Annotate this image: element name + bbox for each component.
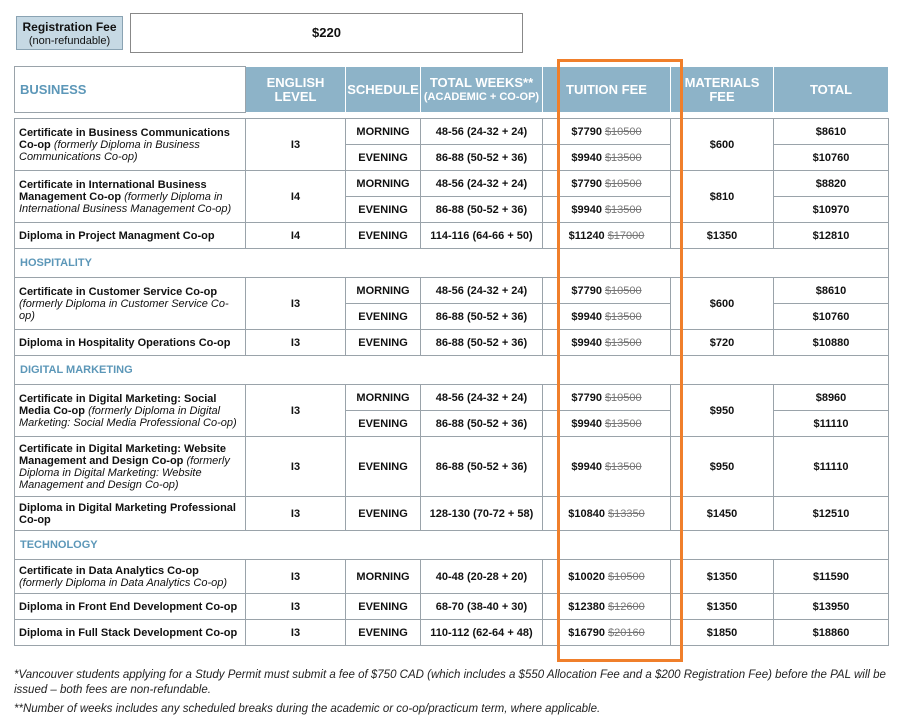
- header-english-level: ENGLISH LEVEL: [246, 67, 346, 113]
- fees-table: [14, 66, 889, 646]
- schedule: EVENING: [346, 411, 421, 437]
- tuition-fee: $12380 $12600: [543, 594, 671, 620]
- tuition-fee: $9940 $13500: [543, 145, 671, 171]
- weeks: 110-112 (62-64 + 48): [421, 620, 543, 646]
- tuition-fee: $11240 $17000: [543, 223, 671, 249]
- weeks: 86-88 (50-52 + 36): [421, 411, 543, 437]
- table-row: [15, 119, 889, 145]
- total: $8960: [774, 385, 889, 411]
- program-cell: Diploma in Full Stack Development Co-op: [15, 620, 246, 646]
- program-cell: Diploma in Front End Development Co-op: [15, 594, 246, 620]
- schedule: EVENING: [346, 437, 421, 497]
- english-level: I3: [246, 560, 346, 594]
- total: $13950: [774, 594, 889, 620]
- total: $8610: [774, 278, 889, 304]
- table-row: [15, 330, 889, 356]
- registration-fee-value: $220: [130, 13, 523, 53]
- schedule: EVENING: [346, 620, 421, 646]
- weeks: 128-130 (70-72 + 58): [421, 497, 543, 531]
- section-row: [15, 249, 889, 278]
- tuition-fee: $9940 $13500: [543, 330, 671, 356]
- materials-fee: $810: [671, 171, 774, 223]
- table-row: [15, 437, 889, 497]
- section-row: [15, 531, 889, 560]
- program-cell: Certificate in International Business Management Co-op (formerly Diploma in International Business Management Co-op): [15, 171, 246, 223]
- registration-fee-label: Registration Fee (non-refundable): [16, 16, 123, 50]
- tuition-fee: $10840 $13350: [543, 497, 671, 531]
- header-materials-fee: MATERIALS FEE: [671, 67, 774, 113]
- table-row: [15, 620, 889, 646]
- materials-fee: $600: [671, 278, 774, 330]
- total: $11110: [774, 437, 889, 497]
- total: $8610: [774, 119, 889, 145]
- schedule: EVENING: [346, 594, 421, 620]
- weeks: 48-56 (24-32 + 24): [421, 119, 543, 145]
- schedule: MORNING: [346, 278, 421, 304]
- footnote-2: **Number of weeks includes any scheduled breaks during the academic or co-op/practicum term, where applicable.: [14, 703, 601, 715]
- tuition-fee: $9940 $13500: [543, 304, 671, 330]
- program-cell: Certificate in Business Communications Co-op (formerly Diploma in Business Communications Co-op): [15, 119, 246, 171]
- program-cell: Certificate in Data Analytics Co-op (formerly Diploma in Data Analytics Co-op): [15, 560, 246, 594]
- program-cell: Diploma in Hospitality Operations Co-op: [15, 330, 246, 356]
- schedule: EVENING: [346, 197, 421, 223]
- english-level: I3: [246, 594, 346, 620]
- tuition-fee: $7790 $10500: [543, 171, 671, 197]
- english-level: I3: [246, 620, 346, 646]
- section-business: BUSINESS: [15, 67, 246, 113]
- materials-fee: $1350: [671, 223, 774, 249]
- total: $11590: [774, 560, 889, 594]
- english-level: I3: [246, 278, 346, 330]
- tuition-fee: $7790 $10500: [543, 119, 671, 145]
- schedule: MORNING: [346, 560, 421, 594]
- table-row: [15, 594, 889, 620]
- schedule: MORNING: [346, 171, 421, 197]
- section-row: [15, 356, 889, 385]
- header-total: TOTAL: [774, 67, 889, 113]
- english-level: I3: [246, 330, 346, 356]
- tuition-fee: $9940 $13500: [543, 411, 671, 437]
- header-schedule: SCHEDULE: [346, 67, 421, 113]
- total: $10970: [774, 197, 889, 223]
- table-row: [15, 497, 889, 531]
- section-hospitality: HOSPITALITY: [15, 249, 246, 278]
- total: $8820: [774, 171, 889, 197]
- english-level: I4: [246, 171, 346, 223]
- materials-fee: $1450: [671, 497, 774, 531]
- english-level: I4: [246, 223, 346, 249]
- weeks: 114-116 (64-66 + 50): [421, 223, 543, 249]
- total: $10760: [774, 304, 889, 330]
- schedule: EVENING: [346, 497, 421, 531]
- tuition-fee: $9940 $13500: [543, 437, 671, 497]
- total: $11110: [774, 411, 889, 437]
- materials-fee: $1850: [671, 620, 774, 646]
- section-technology: TECHNOLOGY: [15, 531, 246, 560]
- total: $10880: [774, 330, 889, 356]
- weeks: 86-88 (50-52 + 36): [421, 330, 543, 356]
- schedule: EVENING: [346, 304, 421, 330]
- schedule: EVENING: [346, 330, 421, 356]
- weeks: 86-88 (50-52 + 36): [421, 437, 543, 497]
- weeks: 86-88 (50-52 + 36): [421, 304, 543, 330]
- schedule: MORNING: [346, 385, 421, 411]
- tuition-fee: $7790 $10500: [543, 278, 671, 304]
- table-row: [15, 223, 889, 249]
- tuition-fee: $7790 $10500: [543, 385, 671, 411]
- table-row: [15, 171, 889, 197]
- materials-fee: $1350: [671, 594, 774, 620]
- program-cell: Diploma in Project Managment Co-op: [15, 223, 246, 249]
- materials-fee: $720: [671, 330, 774, 356]
- weeks: 48-56 (24-32 + 24): [421, 385, 543, 411]
- english-level: I3: [246, 437, 346, 497]
- program-cell: Certificate in Digital Marketing: Social Media Co-op (formerly Diploma in Digital Marketing: Social Media Professional Co-op): [15, 385, 246, 437]
- weeks: 40-48 (20-28 + 20): [421, 560, 543, 594]
- table-row: [15, 560, 889, 594]
- weeks: 48-56 (24-32 + 24): [421, 278, 543, 304]
- program-cell: Certificate in Digital Marketing: Website Management and Design Co-op (formerly Diploma in Digital Marketing: Website Management and Design Co-op): [15, 437, 246, 497]
- total: $18860: [774, 620, 889, 646]
- english-level: I3: [246, 497, 346, 531]
- total: $12510: [774, 497, 889, 531]
- english-level: I3: [246, 385, 346, 437]
- english-level: I3: [246, 119, 346, 171]
- schedule: EVENING: [346, 223, 421, 249]
- table-row: [15, 385, 889, 411]
- header-total-weeks: TOTAL WEEKS** (ACADEMIC + CO-OP): [421, 67, 543, 113]
- materials-fee: $1350: [671, 560, 774, 594]
- total: $12810: [774, 223, 889, 249]
- tuition-fee: $10020 $10500: [543, 560, 671, 594]
- program-cell: Diploma in Digital Marketing Professional Co-op: [15, 497, 246, 531]
- section-digital-marketing: DIGITAL MARKETING: [15, 356, 246, 385]
- program-cell: Certificate in Customer Service Co-op (formerly Diploma in Customer Service Co-op): [15, 278, 246, 330]
- weeks: 86-88 (50-52 + 36): [421, 197, 543, 223]
- weeks: 86-88 (50-52 + 36): [421, 145, 543, 171]
- materials-fee: $950: [671, 437, 774, 497]
- tuition-fee: $9940 $13500: [543, 197, 671, 223]
- weeks: 48-56 (24-32 + 24): [421, 171, 543, 197]
- header-tuition-fee: TUITION FEE: [543, 67, 671, 113]
- weeks: 68-70 (38-40 + 30): [421, 594, 543, 620]
- footnote-1: *Vancouver students applying for a Study Permit must submit a fee of $750 CAD (which includes a $550 Allocation Fee and a $200 Registration Fee) before the PAL will be issued – both fees are non-refundable.: [14, 669, 886, 696]
- tuition-fee: $16790 $20160: [543, 620, 671, 646]
- materials-fee: $600: [671, 119, 774, 171]
- table-row: [15, 278, 889, 304]
- schedule: EVENING: [346, 145, 421, 171]
- materials-fee: $950: [671, 385, 774, 437]
- total: $10760: [774, 145, 889, 171]
- schedule: MORNING: [346, 119, 421, 145]
